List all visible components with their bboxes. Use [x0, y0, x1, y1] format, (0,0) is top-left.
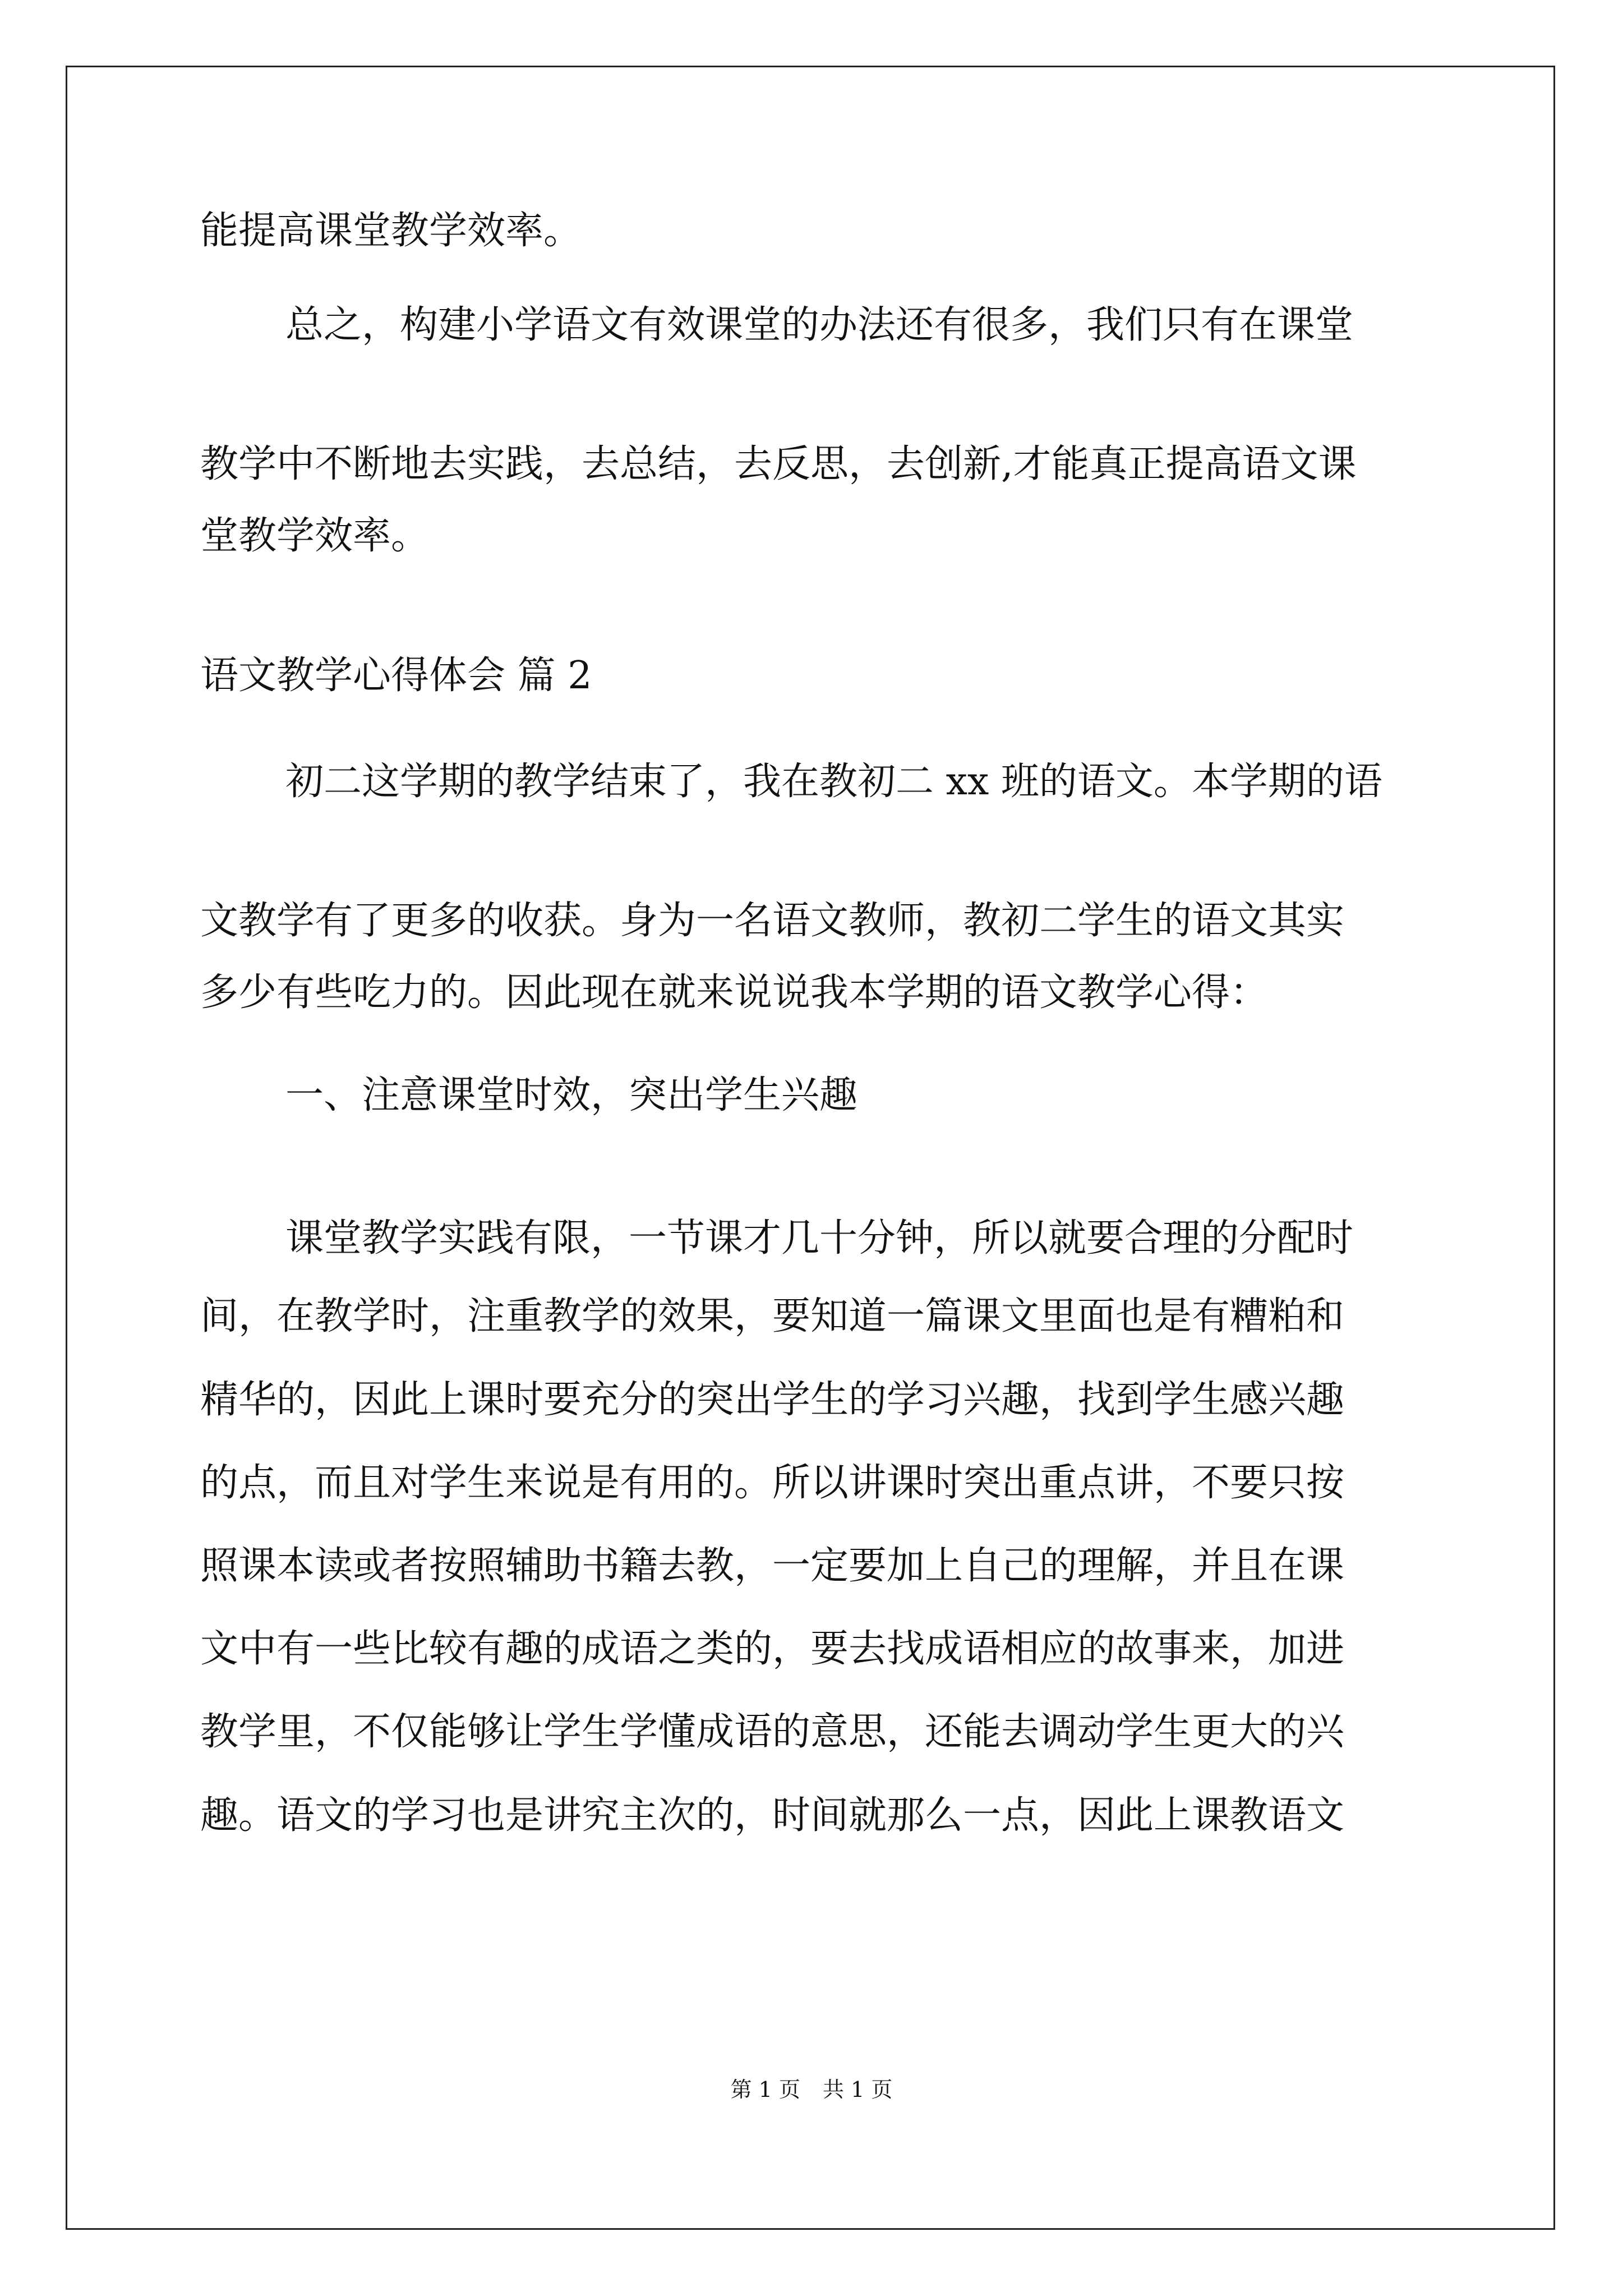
text-line: 的点，而且对学生来说是有用的。所以讲课时突出重点讲，不要只按 — [200, 1461, 1345, 1505]
text-line: 精华的，因此上课时要充分的突出学生的学习兴趣，找到学生感兴趣 — [200, 1378, 1345, 1422]
text-line: 教学里，不仅能够让学生学懂成语的意思，还能去调动学生更大的兴 — [200, 1710, 1345, 1754]
text-line: 文教学有了更多的收获。身为一名语文教师，教初二学生的语文其实 — [200, 899, 1345, 943]
subheading: 一、注意课堂时效，突出学生兴趣 — [285, 1073, 858, 1117]
text-line: 堂教学效率。 — [200, 514, 430, 558]
text-line: 趣。语文的学习也是讲究主次的，时间就那么一点，因此上课教语文 — [200, 1793, 1345, 1838]
section-heading: 语文教学心得体会 篇 2 — [200, 654, 592, 698]
text-line: 照课本读或者按照辅助书籍去教，一定要加上自己的理解，并且在课 — [200, 1544, 1345, 1588]
page-number-total: 共 1 页 — [823, 2077, 893, 2102]
text-line: 总之，构建小学语文有效课堂的办法还有很多，我们只有在课堂 — [285, 303, 1354, 347]
text-line: 文中有一些比较有趣的成语之类的，要去找成语相应的故事来，加进 — [200, 1627, 1345, 1671]
text-line: 能提高课堂教学效率。 — [200, 209, 582, 253]
text-line: 教学中不断地去实践，去总结，去反思，去创新,才能真正提高语文课 — [200, 442, 1357, 486]
text-line: 课堂教学实践有限，一节课才几十分钟，所以就要合理的分配时 — [285, 1216, 1354, 1260]
text-line: 初二这学期的教学结束了，我在教初二 xx 班的语文。本学期的语 — [285, 760, 1382, 804]
page-border — [66, 66, 1555, 2230]
text-line: 多少有些吃力的。因此现在就来说说我本学期的语文教学心得： — [200, 970, 1269, 1015]
text-line: 间，在教学时，注重教学的效果，要知道一篇课文里面也是有糟粕和 — [200, 1294, 1345, 1338]
page-number-current: 第 1 页 — [730, 2077, 800, 2102]
page-footer — [0, 2077, 1623, 2102]
